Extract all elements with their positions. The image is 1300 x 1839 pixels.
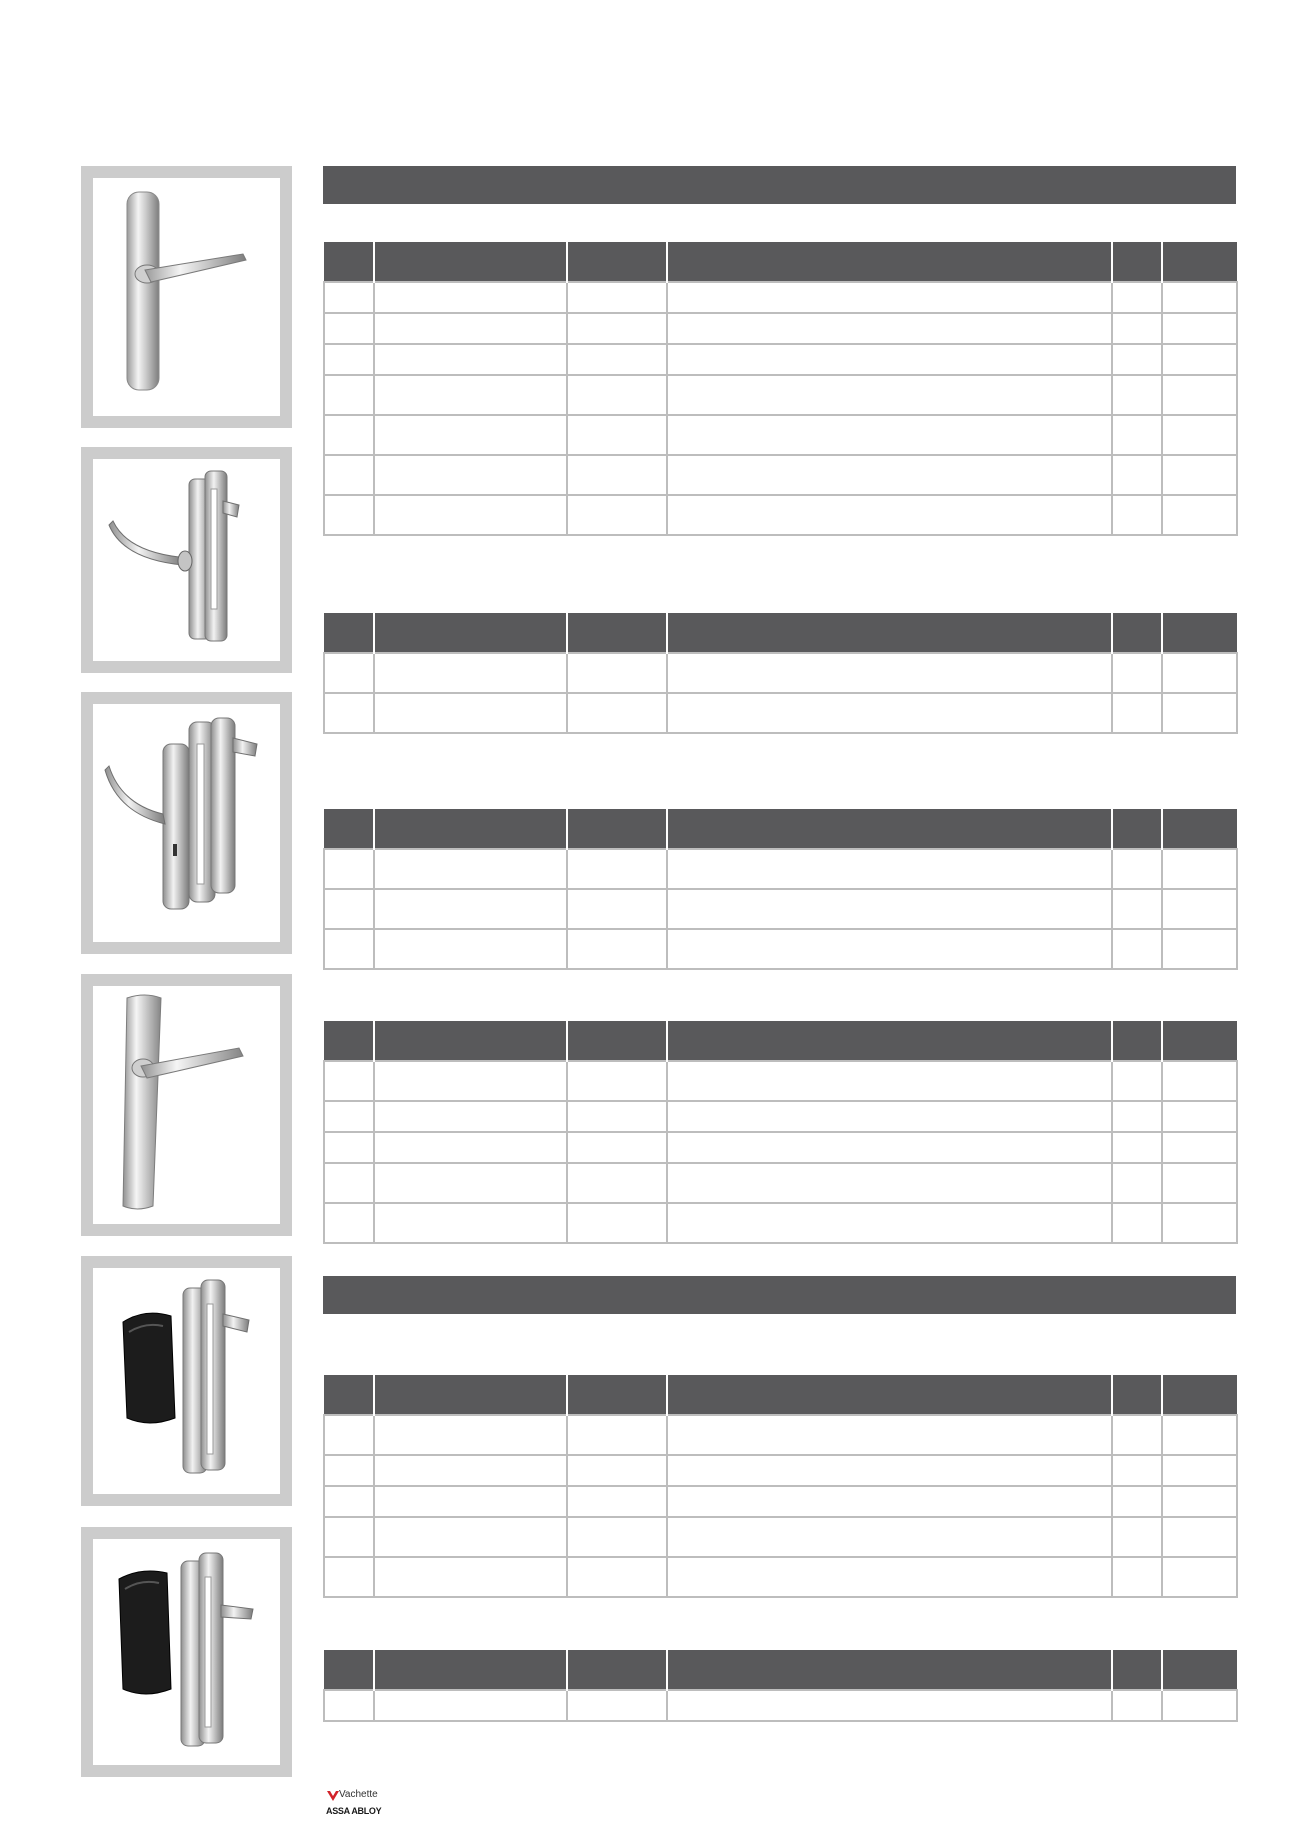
- table-header-row: [324, 613, 1237, 653]
- table-row: [324, 1203, 1237, 1243]
- table-row: [324, 375, 1237, 415]
- table-row: [324, 1415, 1237, 1455]
- product-image-frame-6: [81, 1527, 292, 1777]
- table-row: [324, 1557, 1237, 1597]
- product-image-frame-4: [81, 974, 292, 1236]
- lever-handle-keyhole-set-illustration: [93, 704, 280, 942]
- table-row: [324, 929, 1237, 969]
- table-header-row: [324, 1021, 1237, 1061]
- table-header-row: [324, 1650, 1237, 1690]
- table-row: [324, 344, 1237, 375]
- table-row: [324, 1455, 1237, 1486]
- table-row: [324, 849, 1237, 889]
- product-table-6: [323, 1650, 1238, 1722]
- product-image-frame-3: [81, 692, 292, 954]
- vachette-assa-abloy-logo: [325, 1788, 405, 1822]
- lever-handle-set-illustration: [93, 459, 280, 661]
- product-table-1: [323, 242, 1238, 536]
- product-table-2: [323, 613, 1238, 734]
- product-table-5: [323, 1375, 1238, 1598]
- product-table-3: [323, 809, 1238, 970]
- table-header-row: [324, 809, 1237, 849]
- group-name: ASSA ABLOY: [326, 1806, 382, 1816]
- table-row: [324, 1101, 1237, 1132]
- table-row: [324, 415, 1237, 455]
- table-row: [324, 495, 1237, 535]
- table-row: [324, 1690, 1237, 1721]
- vachette-v-icon: [327, 1790, 339, 1802]
- table-row: [324, 1132, 1237, 1163]
- table-header-row: [324, 1375, 1237, 1415]
- table-row: [324, 693, 1237, 733]
- product-table-4: [323, 1021, 1238, 1244]
- table-row: [324, 455, 1237, 495]
- product-image-frame-2: [81, 447, 292, 673]
- table-row: [324, 889, 1237, 929]
- brand-name: Vachette: [339, 1789, 378, 1800]
- table-row: [324, 1061, 1237, 1101]
- black-grip-handle-set-variant-illustration: [93, 1539, 280, 1765]
- table-row: [324, 653, 1237, 693]
- table-row: [324, 1486, 1237, 1517]
- section-header-bar-2: [323, 1276, 1236, 1314]
- table-row: [324, 1517, 1237, 1557]
- table-row: [324, 282, 1237, 313]
- product-image-frame-1: [81, 166, 292, 428]
- black-grip-handle-set-illustration: [93, 1268, 280, 1494]
- table-header-row: [324, 242, 1237, 282]
- section-header-bar-1: [323, 166, 1236, 204]
- lever-handle-illustration: [93, 178, 280, 416]
- product-image-frame-5: [81, 1256, 292, 1506]
- table-row: [324, 1163, 1237, 1203]
- curved-backplate-handle-illustration: [93, 986, 280, 1224]
- table-row: [324, 313, 1237, 344]
